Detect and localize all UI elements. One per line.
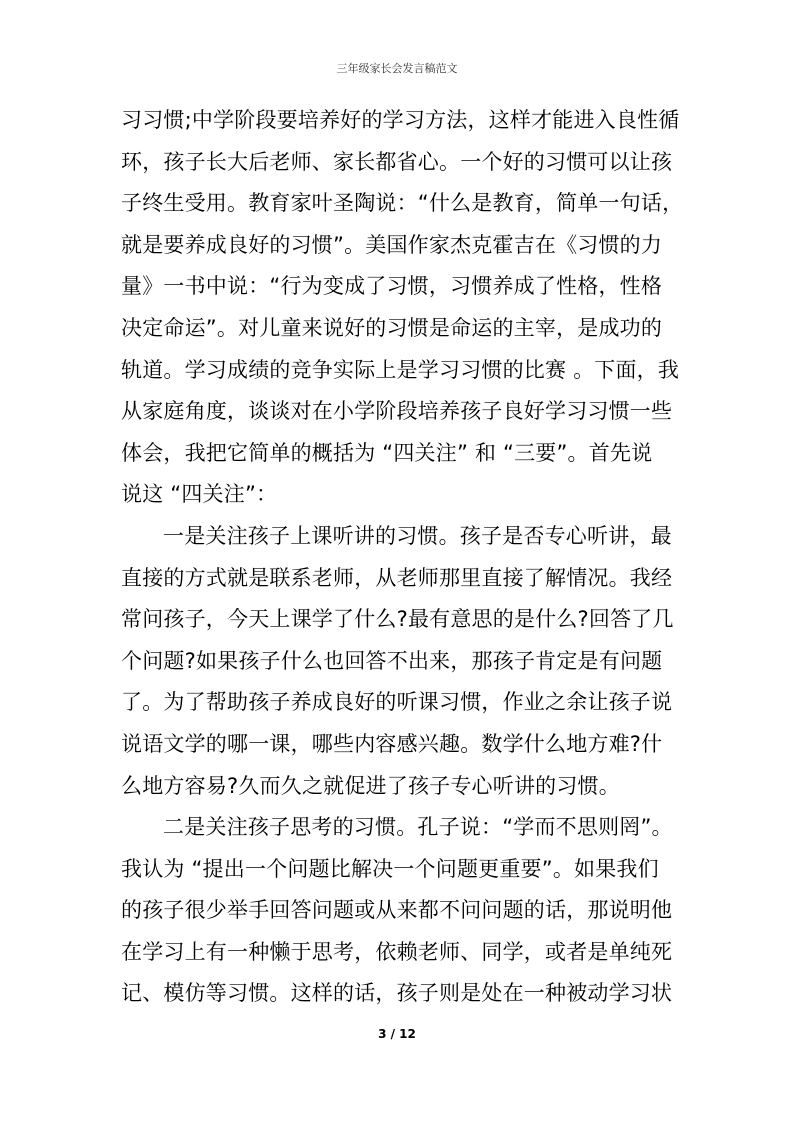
paragraph-first-line: 一是关注孩子上课听讲的习惯。孩子是否专心听讲，最 xyxy=(163,523,672,548)
text-line: 从家庭角度，谈谈对在小学阶段培养孩子良好学习习惯一些 xyxy=(121,399,673,424)
text-line: 么地方容易?久而久之就促进了孩子专心听讲的习惯。 xyxy=(121,773,620,798)
text-line: 轨道。学习成绩的竞争实际上是学习习惯的比赛 。下面，我 xyxy=(121,357,680,382)
text-line: 就是要养成良好的习惯”。美国作家杰克霍吉在《习惯的力 xyxy=(121,232,663,257)
text-line: 直接的方式就是联系老师，从老师那里直接了解情况。我经 xyxy=(121,565,673,590)
text-line: 常问孩子，今天上课学了什么?最有意思的是什么?回答了几 xyxy=(121,607,674,632)
page-number: 3 / 12 xyxy=(378,1027,416,1041)
body-text xyxy=(121,100,684,1015)
text-line: 体会，我把它简单的概括为 “四关注” 和 “三要”。首先说 xyxy=(121,440,653,465)
text-line: 了。为了帮助孩子养成良好的听课习惯，作业之余让孩子说 xyxy=(121,690,673,715)
text-line: 习习惯;中学阶段要培养好的学习方法，这样才能进入良性循 xyxy=(121,108,680,132)
page-header-title: 三年级家长会发言稿范文 xyxy=(336,62,458,75)
text-line: 记、模仿等习惯。这样的话，孩子则是处在一种被动学习状 xyxy=(121,981,673,1006)
text-line: 在学习上有一种懒于思考，依赖老师、同学，或者是单纯死 xyxy=(121,939,673,964)
text-line: 个问题?如果孩子什么也回答不出来，那孩子肯定是有问题 xyxy=(121,648,663,673)
text-line: 说这 “四关注”： xyxy=(121,482,278,507)
text-line: 环，孩子长大后老师、家长都省心。一个好的习惯可以让孩 xyxy=(121,149,673,174)
paragraph-first-line: 二是关注孩子思考的习惯。孔子说：“学而不思则罔”。 xyxy=(163,815,673,840)
text-line: 我认为 “提出一个问题比解决一个问题更重要”。如果我们 xyxy=(121,856,659,881)
text-line: 的孩子很少举手回答问题或从来都不问问题的话，那说明他 xyxy=(121,898,673,923)
text-line: 说语文学的哪一课，哪些内容感兴趣。数学什么地方难?什 xyxy=(121,731,663,756)
text-line: 子终生受用。教育家叶圣陶说：“什么是教育，简单一句话， xyxy=(121,191,684,216)
text-line: 量》一书中说：“行为变成了习惯，习惯养成了性格，性格 xyxy=(121,274,663,299)
text-line: 决定命运”。对儿童来说好的习惯是命运的主宰，是成功的 xyxy=(121,315,663,340)
